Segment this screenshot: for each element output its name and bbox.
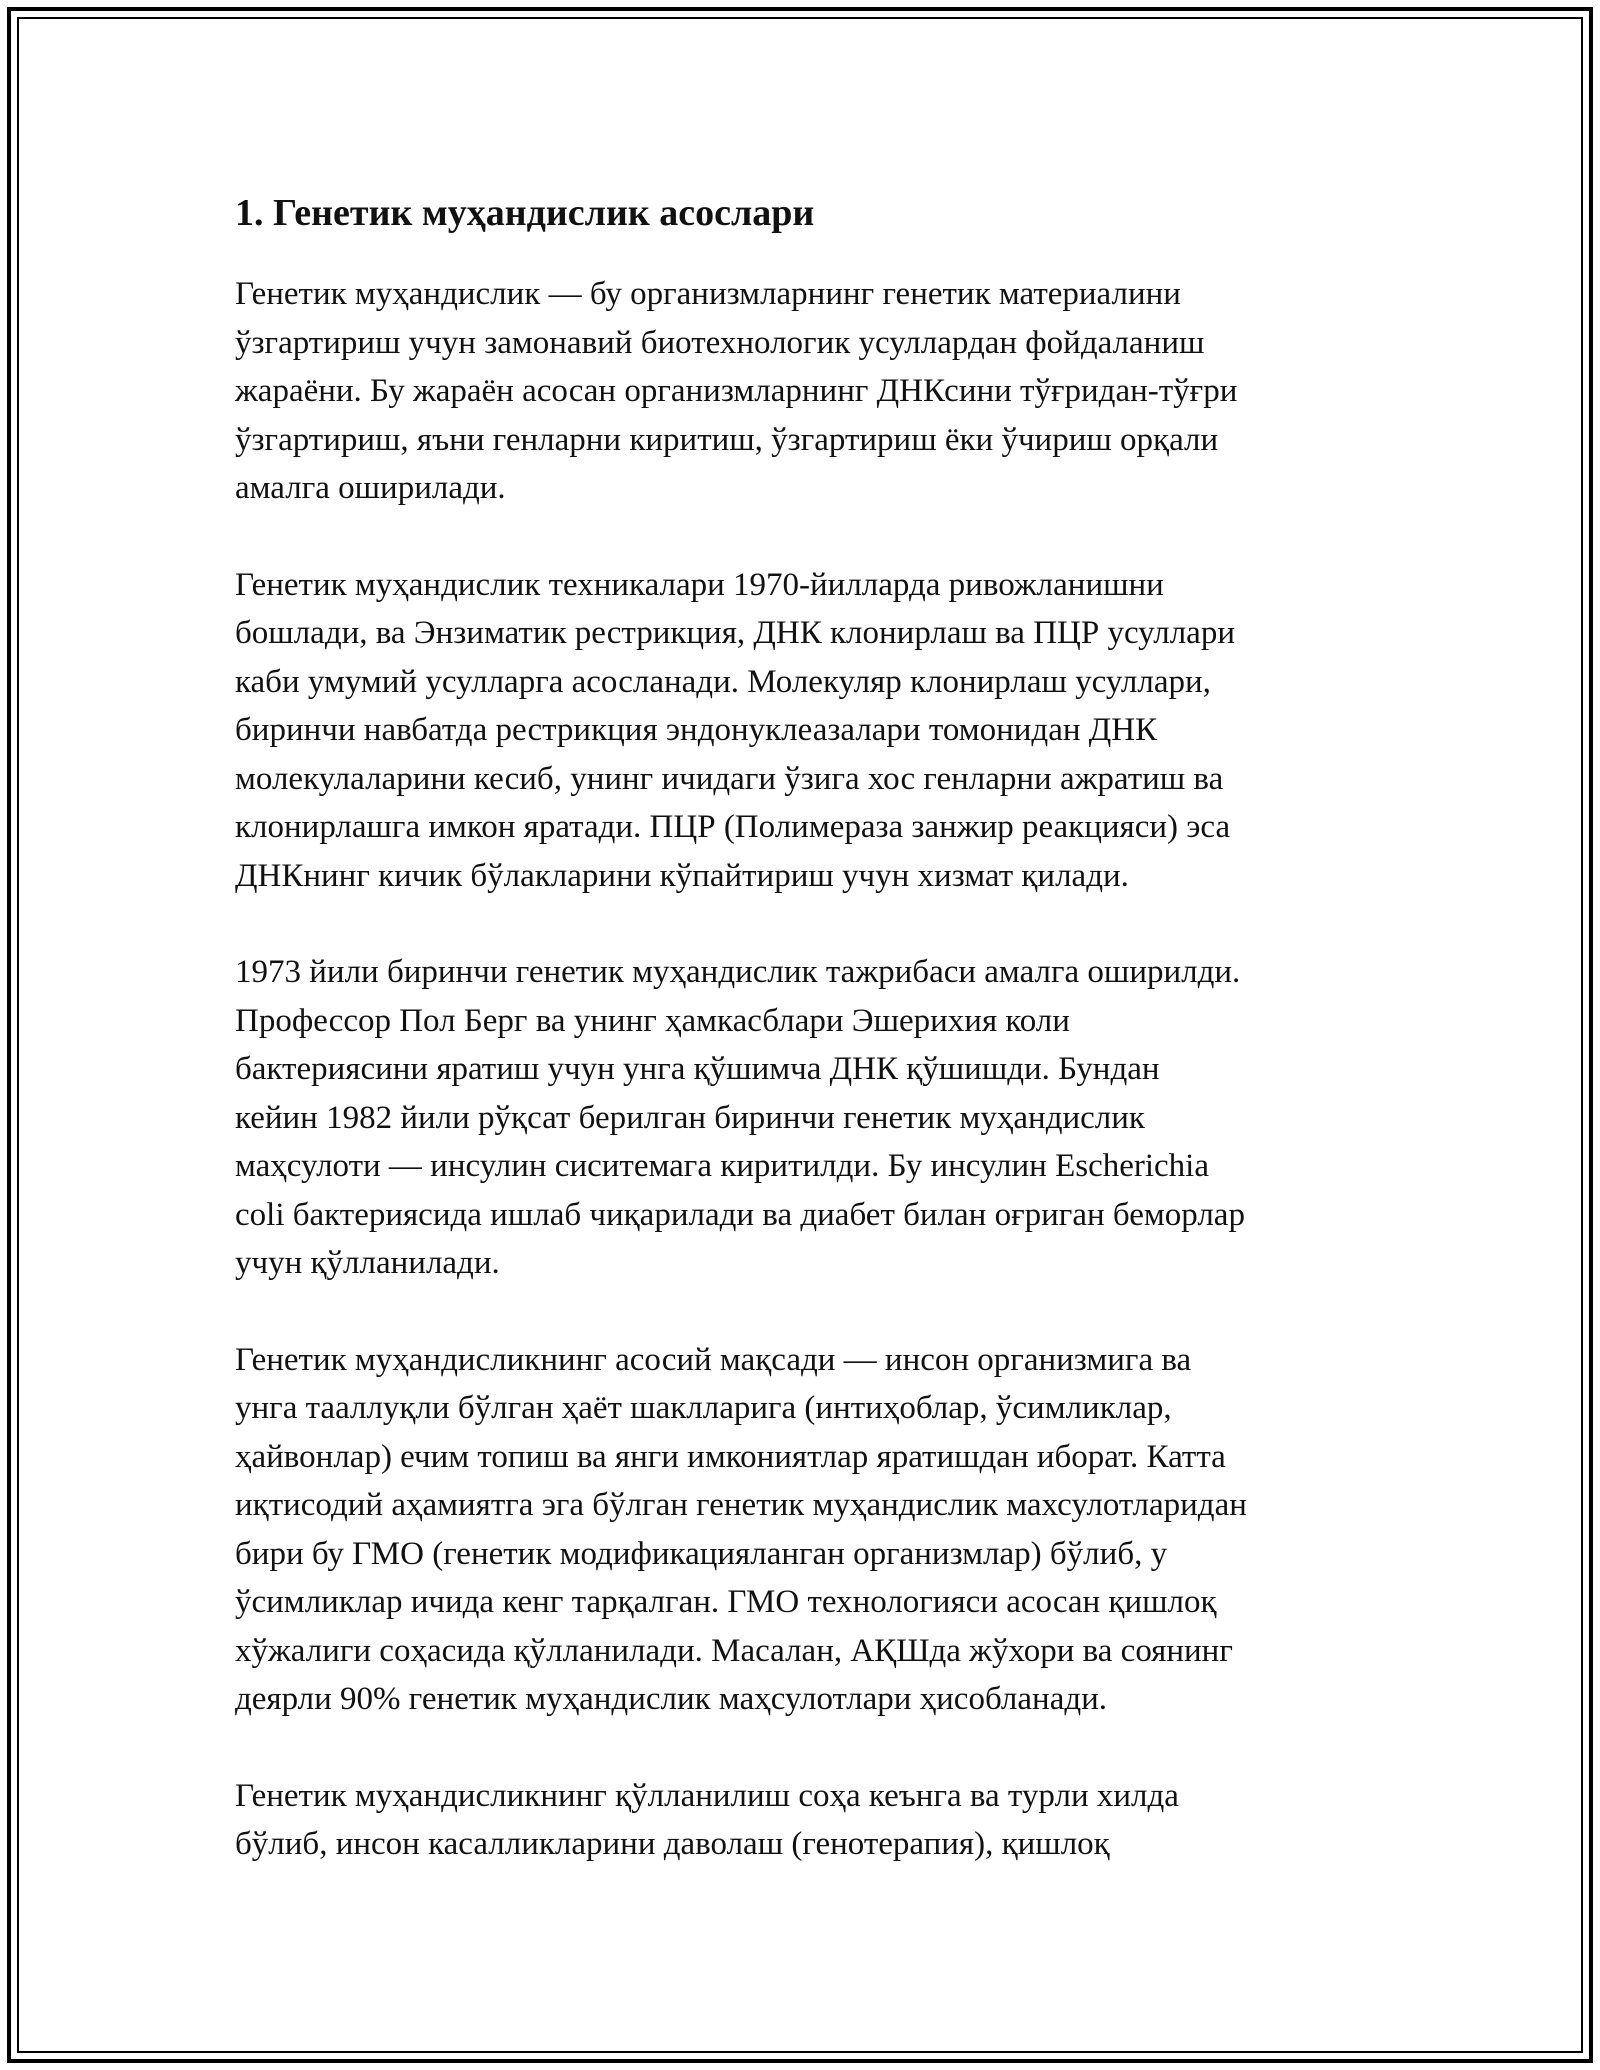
paragraph-definition: Генетик муҳандислик — бу организмларнинг генетик материалини ўзгартириш учун замонавий биотехнологик усуллардан фойдаланиш жараёни. Бу жараён асосан организмларнинг ДНКсини тўғридан-тўғри ўзгартириш, яъни генларни киритиш, ўзгартириш ёки ўчириш орқали амалга оширилади. [235,276,1238,506]
paragraph-techniques: Генетик муҳандислик техникалари 1970-йилларда ривожланишни бошлади, ва Энзиматик рестрикция, ДНК клонирлаш ва ПЦР усуллари каби умумий усулларга асосланади. Молекуляр клонирлаш усуллари, биринчи навбатда рестрикция эндонуклеазалари томонидан ДНК молекулаларини кесиб, унинг ичидаги ўзига хос генларни ажратиш ва клонирлашга имкон яратади. ПЦР (Полимераза занжир реакцияси) эса ДНКнинг кичик бўлакларини кўпайтириш учун хизмат қилади. [235,566,1235,894]
paragraph-purpose: Генетик муҳандисликнинг асосий мақсади — инсон организмига ва унга тааллуқли бўлган ҳаёт шаклларига (интиҳоблар, ўсимликлар, ҳайвонлар) ечим топиш ва янги имкониятлар яратишдан иборат. Катта иқтисодий аҳамиятга эга бўлган генетик муҳандислик махсулотларидан бири бу ГМО (генетик модификацияланган организмлар) бўлиб, у ўсимликлар ичида кенг тарқалган. ГМО технологияси асосан қишлоқ хўжалиги соҳасида қўлланилади. Масалан, АҚШда жўхори ва соянинг деярли 90% генетик муҳандислик маҳсулотлари ҳисобланади. [235,1341,1247,1717]
paragraph-applications: Генетик муҳандисликнинг қўлланилиш соҳа кеънга ва турли хилда бўлиб, инсон касалликларини даволаш (генотерапия), қишлоқ [235,1777,1179,1862]
paragraph-history: 1973 йили биринчи генетик муҳандислик тажрибаси амалга оширилди. Профессор Пол Берг ва унинг ҳамкасблари Эшерихия коли бактериясини яратиш учун унга қўшимча ДНК қўшишди. Бундан кейин 1982 йили рўқсат берилган биринчи генетик муҳандислик маҳсулоти — инсулин сиситемага киритилди. Бу инсулин Escherichia coli бактериясида ишлаб чиқарилади ва диабет билан оғриган беморлар учун қўлланилади. [235,954,1245,1281]
section-heading: 1. Генетик муҳандислик асослари [235,192,815,234]
document-body [235,190,1415,1917]
